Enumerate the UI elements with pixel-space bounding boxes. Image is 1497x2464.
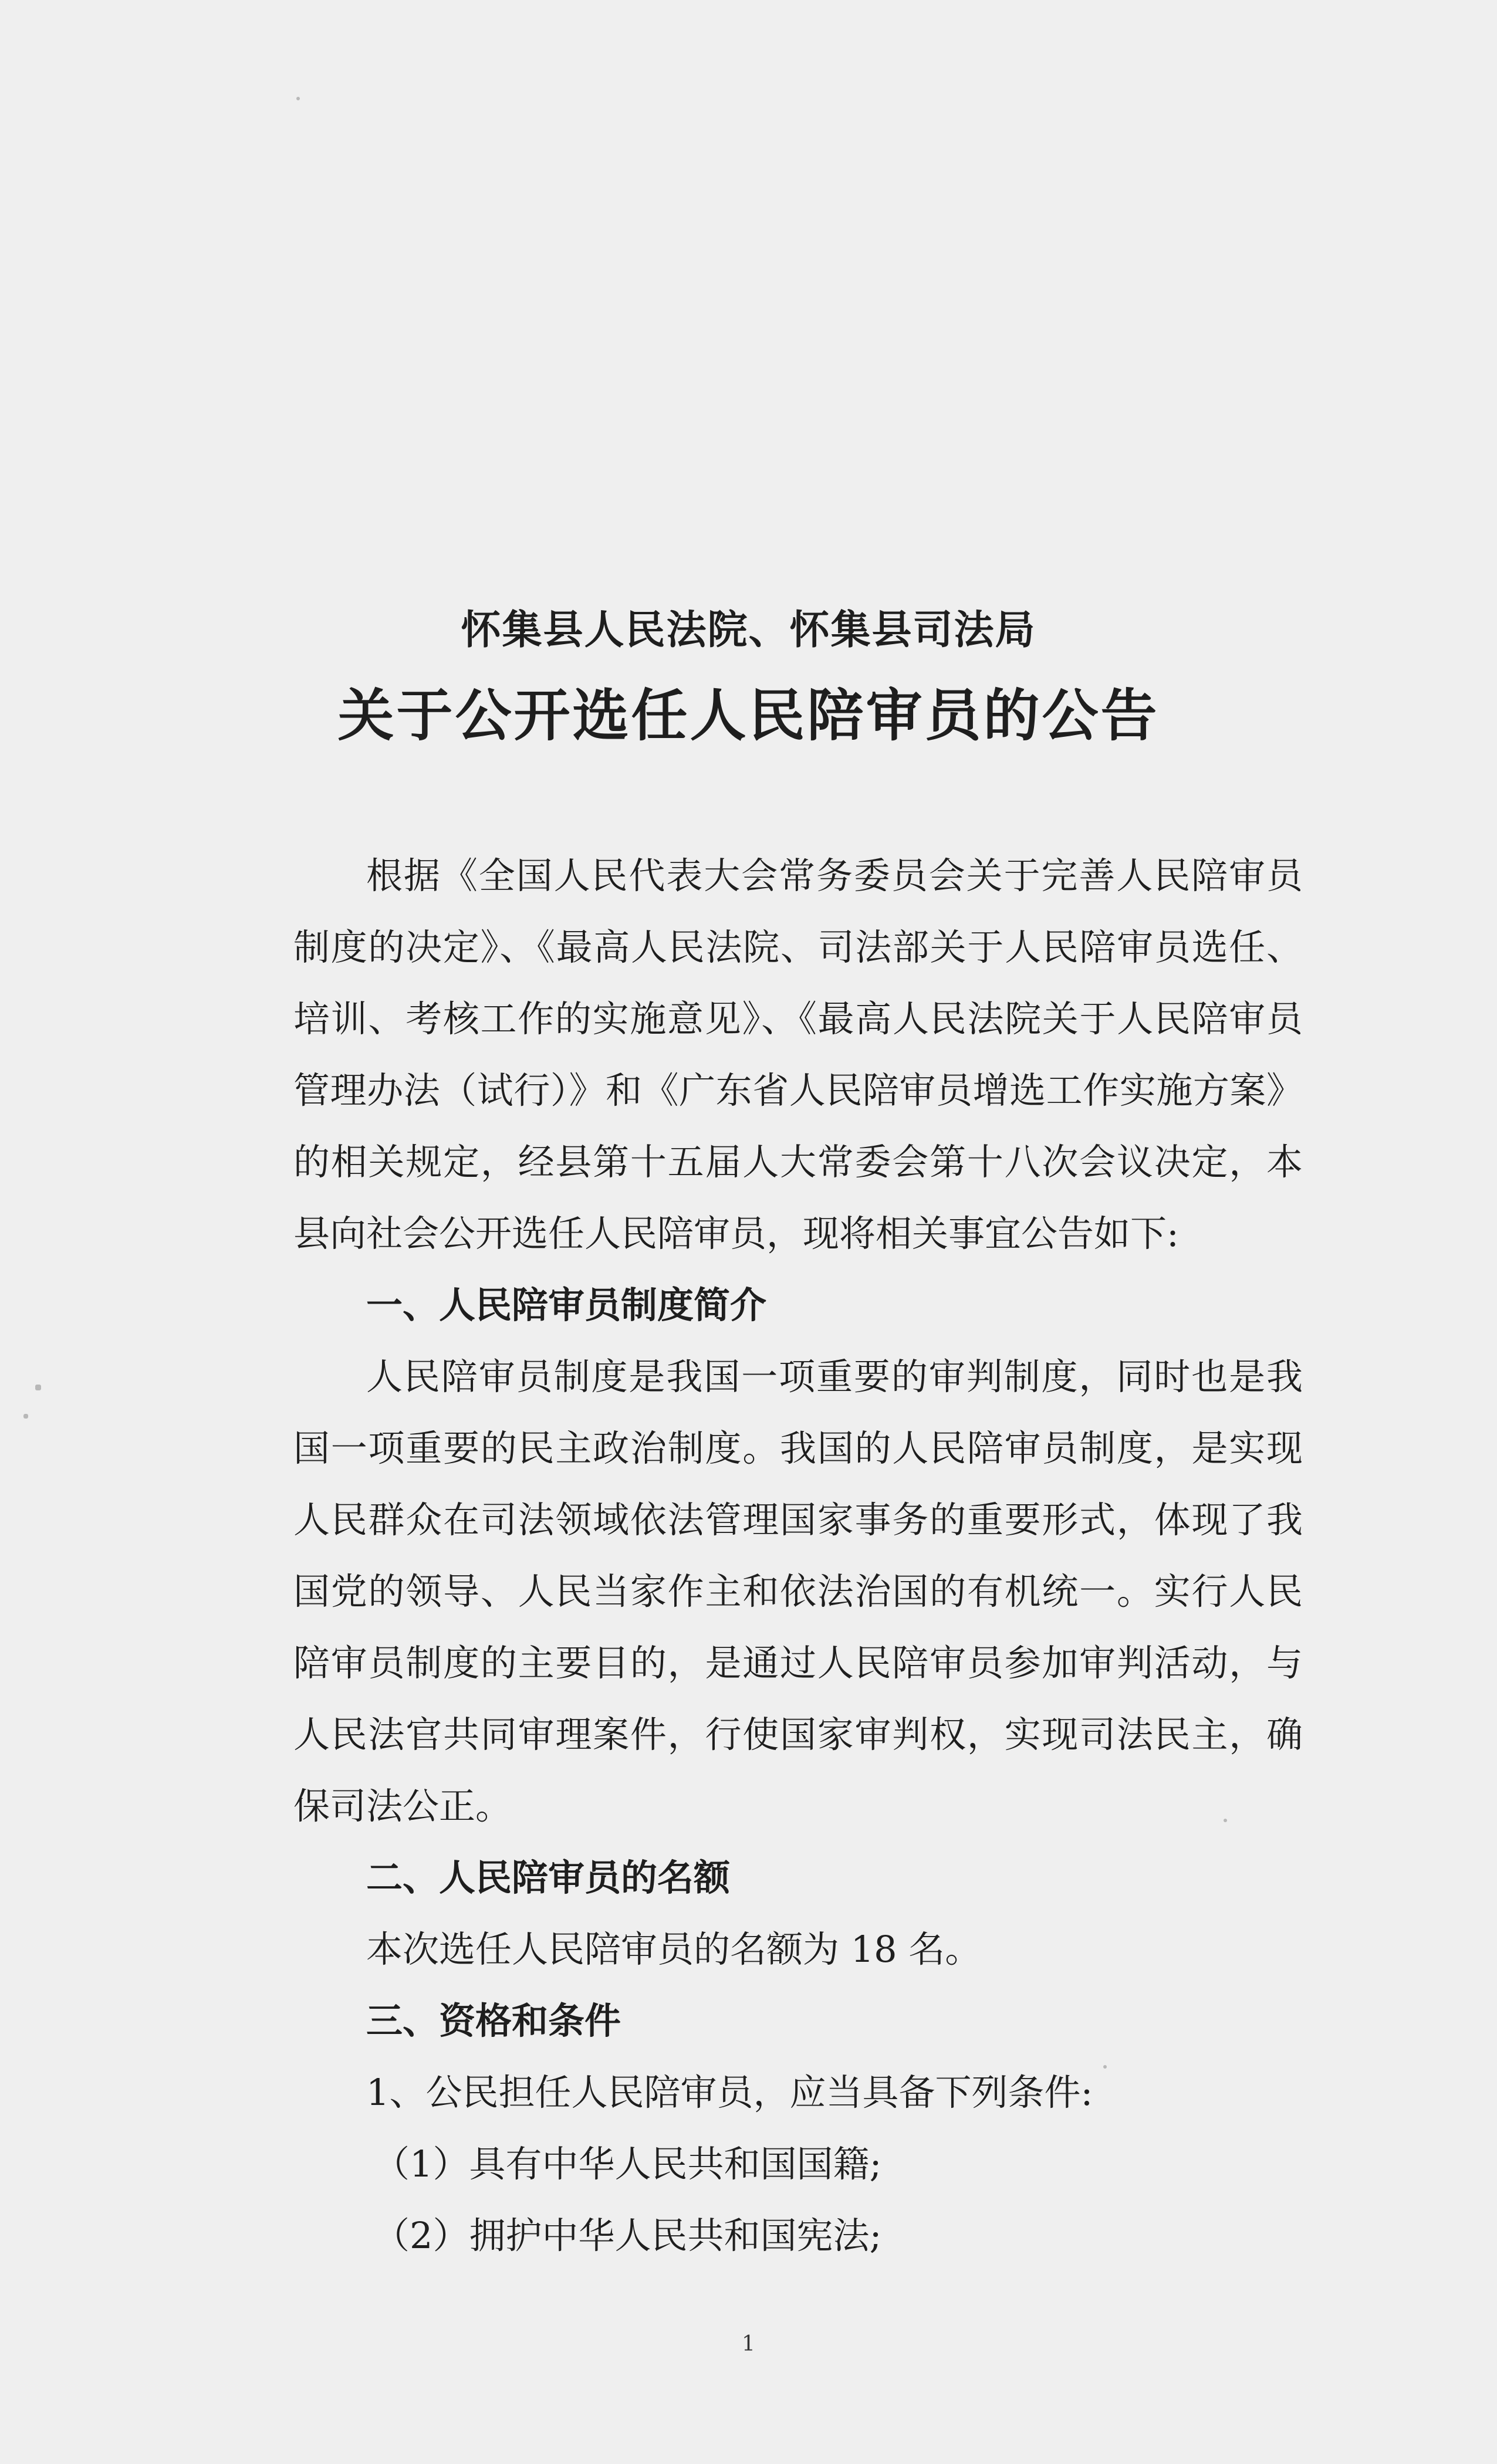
scan-speck — [1103, 2065, 1107, 2069]
intro-paragraph: 根据《全国人民代表大会常务委员会关于完善人民陪审员制度的决定》、《最高人民法院、司法部关于人民陪审员选任、培训、考核工作的实施意见》、《最高人民法院关于人民陪审员管理办法（试行）》和《广东省人民陪审员增选工作实施方案》的相关规定，经县第十五届人大常委会第十八次会议决定，本县向社会公开选任人民陪审员，现将相关事宜公告如下: — [293, 854, 1303, 1255]
section3-item-1: 1、公民担任人民陪审员，应当具备下列条件: — [366, 2071, 1093, 2114]
section3-subitem-2: （2）拥护中华人民共和国宪法; — [373, 2214, 882, 2257]
document-title-main: 关于公开选任人民陪审员的公告 — [337, 683, 1160, 749]
document-body — [293, 840, 1303, 2272]
document-title-issuer: 怀集县人民法院、怀集县司法局 — [461, 607, 1036, 654]
section1-paragraph: 人民陪审员制度是我国一项重要的审判制度，同时也是我国一项重要的民主政治制度。我国的人民陪审员制度，是实现人民群众在司法领域依法管理国家事务的重要形式，体现了我国党的领导、人民当家作主和依法治国的有机统一。实行人民陪审员制度的主要目的，是通过人民陪审员参加审判活动，与人民法官共同审理案件，行使国家审判权，实现司法民主，确保司法公正。 — [293, 1355, 1303, 1827]
scan-speck — [296, 97, 300, 100]
section2-heading: 二、人民陪审员的名额 — [366, 1856, 731, 1899]
section3-heading: 三、资格和条件 — [366, 1999, 621, 2042]
scan-speck — [23, 1414, 28, 1419]
section1-heading: 一、人民陪审员制度简介 — [366, 1284, 767, 1326]
page-number: 1 — [742, 2332, 755, 2356]
section3-subitem-1: （1）具有中华人民共和国国籍; — [373, 2143, 882, 2185]
scan-speck — [35, 1385, 41, 1390]
scan-speck — [1224, 1819, 1227, 1822]
section2-paragraph: 本次选任人民陪审员的名额为 18 名。 — [366, 1928, 982, 1971]
